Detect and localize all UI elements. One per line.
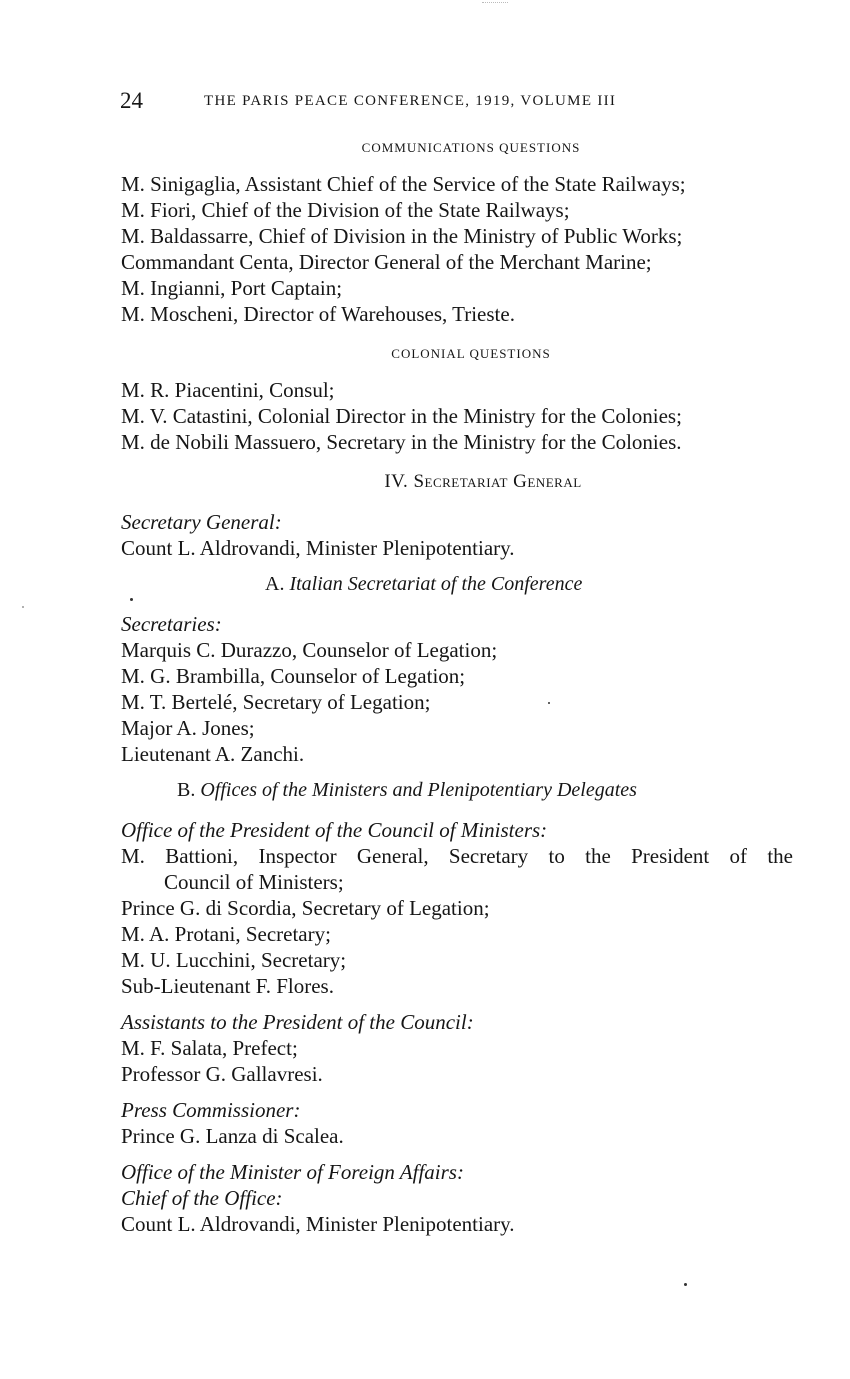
- running-title: THE PARIS PEACE CONFERENCE, 1919, VOLUME III: [204, 93, 617, 109]
- scan-speck: [130, 598, 133, 601]
- scan-speck: [22, 606, 24, 608]
- president-office-list: [121, 895, 801, 999]
- list-item: M. de Nobili Massuero, Secretary in the Ministry for the Colonies.: [121, 430, 682, 454]
- list-item: Sub-Lieutenant F. Flores.: [121, 974, 334, 998]
- communications-list: [121, 171, 801, 327]
- list-item: M. Fiori, Chief of the Division of the State Railways;: [121, 198, 570, 222]
- scan-speck: [548, 702, 550, 704]
- section-a-letter: A.: [265, 573, 285, 595]
- list-item: M. Moscheni, Director of Warehouses, Trieste.: [121, 302, 515, 326]
- list-item: M. V. Catastini, Colonial Director in the Ministry for the Colonies;: [121, 404, 682, 428]
- foreign-affairs-label: Office of the Minister of Foreign Affairs:: [121, 1160, 464, 1184]
- assistants-label: Assistants to the President of the Council:: [121, 1010, 474, 1034]
- assistants-list: [121, 1035, 801, 1087]
- list-item: M. Sinigaglia, Assistant Chief of the Service of the State Railways;: [121, 172, 686, 196]
- communications-heading: COMMUNICATIONS QUESTIONS: [361, 140, 581, 155]
- list-item: M. Battioni, Inspector General, Secretary to the President of the: [121, 844, 793, 868]
- page-number: 24: [120, 88, 143, 113]
- secretaries-label: Secretaries:: [121, 612, 222, 636]
- list-item: Lieutenant A. Zanchi.: [121, 742, 305, 766]
- list-item: M. T. Bertelé, Secretary of Legation;: [121, 690, 431, 714]
- list-item-continuation: Council of Ministers;: [164, 870, 344, 894]
- list-item: M. A. Protani, Secretary;: [121, 922, 331, 946]
- list-item: Major A. Jones;: [121, 716, 255, 740]
- secretary-general-name: Count L. Aldrovandi, Minister Plenipotentiary.: [121, 536, 515, 560]
- list-item: Prince G. di Scordia, Secretary of Legation;: [121, 896, 490, 920]
- scan-speck: [684, 1283, 687, 1286]
- list-item: M. F. Salata, Prefect;: [121, 1036, 298, 1060]
- secretariat-heading: IV. Secretariat General: [384, 471, 582, 492]
- list-item: Marquis C. Durazzo, Counselor of Legation;: [121, 638, 498, 662]
- colonial-list: [121, 377, 801, 455]
- colonial-heading: COLONIAL QUESTIONS: [391, 346, 551, 361]
- section-b-text: Offices of the Ministers and Plenipotentiary Delegates: [200, 779, 637, 801]
- page-content: [121, 135, 801, 1237]
- secretary-general-label: Secretary General:: [121, 510, 282, 534]
- list-item: Prince G. Lanza di Scalea.: [121, 1124, 344, 1148]
- list-item: M. U. Lucchini, Secretary;: [121, 948, 347, 972]
- list-item: Commandant Centa, Director General of the Merchant Marine;: [121, 250, 652, 274]
- president-office-label: Office of the President of the Council of Ministers:: [121, 818, 548, 842]
- secretaries-list: [121, 637, 801, 767]
- list-item: Count L. Aldrovandi, Minister Plenipotentiary.: [121, 1212, 515, 1236]
- list-item: M. Ingianni, Port Captain;: [121, 276, 343, 300]
- list-item: M. G. Brambilla, Counselor of Legation;: [121, 664, 466, 688]
- section-a-text: Italian Secretariat of the Conference: [289, 573, 583, 595]
- chief-of-office-label: Chief of the Office:: [121, 1186, 283, 1210]
- press-commissioner-label: Press Commissioner:: [121, 1098, 301, 1122]
- list-item: M. R. Piacentini, Consul;: [121, 378, 335, 402]
- list-item: Professor G. Gallavresi.: [121, 1062, 323, 1086]
- section-a-title: [121, 571, 801, 597]
- scan-mark: [482, 2, 508, 4]
- section-b-title: [121, 777, 801, 803]
- running-head: [120, 88, 720, 118]
- section-b-letter: B.: [177, 779, 196, 801]
- list-item: M. Baldassarre, Chief of Division in the Ministry of Public Works;: [121, 224, 683, 248]
